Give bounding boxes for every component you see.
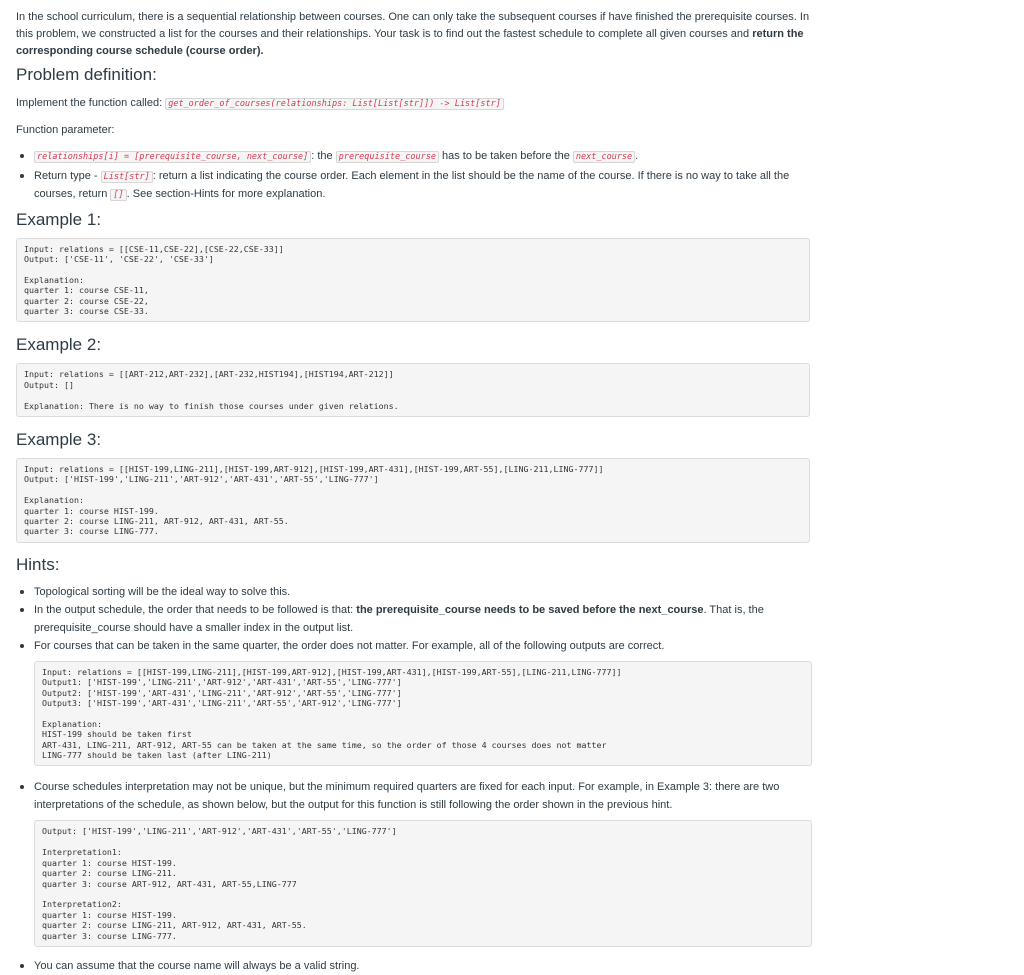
relationships-code: relationships[i] = [prerequisite_course, next_course] <box>34 151 311 163</box>
param-list <box>16 147 816 205</box>
empty-list-code: [] <box>110 189 126 201</box>
prerequisite-code: prerequisite_course <box>336 151 439 163</box>
param-item <box>34 147 816 167</box>
implement-text: Implement the function called: <box>16 97 166 109</box>
hint-item: • You can assume that the course name will always be a valid string. <box>34 957 816 975</box>
hint-text: For courses that can be taken in the same quarter, the order does not matter. For example, all of the following outputs are correct. <box>34 640 665 653</box>
hints-list <box>16 583 816 975</box>
example2-code-block: Input: relations = [[ART-212,ART-232],[ART-232,HIST194],[HIST194,ART-212]] Output: [] Explanation: There is no way to finish those courses under given relations. <box>16 363 810 417</box>
example2-heading: Example 2: <box>16 335 102 355</box>
return-text: . See section-Hints for more explanation. <box>126 188 326 200</box>
param-label: Function parameter: <box>16 124 115 136</box>
hint-text: . That is, the prerequisite_course should have a smaller index in the output list. <box>34 604 764 634</box>
example1-heading: Example 1: <box>16 209 102 229</box>
param-text: . <box>635 150 639 162</box>
return-text: Return type - <box>34 169 101 182</box>
param-text: has to be taken before the <box>438 150 573 162</box>
hint-item <box>34 637 816 766</box>
param-text: : the <box>311 150 336 162</box>
example1-code-block: Input: relations = [[CSE-11,CSE-22],[CSE-22,CSE-33]] Output: ['CSE-11', 'CSE-22', 'CSE-33'] Explanation: quarter 1: course CSE-11, quarter 2: course CSE-22, quarter 3: course CSE-33. <box>16 238 810 323</box>
intro-text: In the school curriculum, there is a sequential relationship between courses. One can only take the subsequent courses if have finished the prerequisite courses. In this problem, we constructed a list for the courses and their relationships. Your task is to find out the fastest schedule to complete all given courses and <box>16 11 810 40</box>
example3-code-block: Input: relations = [[HIST-199,LING-211],[HIST-199,ART-912],[HIST-199,ART-431],[HIST-199,ART-55],[LING-211,LING-777]] Output: ['HIST-199','LING-211','ART-912','ART-431','ART-55','LING-777'] Explanation: quarter 1: course HIST-199. quarter 2: course LING-211, ART-912, ART-431, ART-55. quarter 3: course LING-777. <box>16 458 810 543</box>
intro-paragraph <box>16 9 816 60</box>
hint-bold-text: the prerequisite_course needs to be saved before the next_course <box>356 604 704 617</box>
hint-item <box>34 778 816 946</box>
return-type-code: List[str] <box>101 171 153 183</box>
hint-text: Course schedules interpretation may not be unique, but the minimum required quarters are fixed for each input. For example, in Example 3: there are two interpretations of the schedule, as shown below, but the output for this function is still following the order shown in the previous hint. <box>34 781 780 811</box>
problem-heading: Problem definition: <box>16 65 157 84</box>
hint-item <box>34 601 816 637</box>
implement-line <box>16 95 816 113</box>
return-type-item <box>34 167 816 205</box>
example3-heading: Example 3: <box>16 429 102 449</box>
intro-bold-text: return the corresponding course schedule (course order). <box>16 28 804 57</box>
hint-item: • Topological sorting will be the ideal way to solve this. <box>34 583 816 602</box>
hints-heading: Hints: <box>16 554 60 574</box>
hint-interpretation-code-block: Output: ['HIST-199','LING-211','ART-912','ART-431','ART-55','LING-777'] Interpretation1: quarter 1: course HIST-199. quarter 2: course LING-211. quarter 3: course ART-912, ART-431, ART-55,LING-777 Interpretation2: quarter 1: course HIST-199. quarter 2: course LING-211, ART-912, ART-431, ART-55. quarter 3: course LING-777. <box>34 820 812 946</box>
return-text: : return a list indicating the course order. Each element in the list should be the name of the course. If there is no way to take all the courses, return <box>34 169 790 200</box>
next-course-code: next_course <box>573 151 635 163</box>
hint-outputs-code-block: Input: relations = [[HIST-199,LING-211],[HIST-199,ART-912],[HIST-199,ART-431],[HIST-199,ART-55],[LING-211,LING-777]] Output1: ['HIST-199','LING-211','ART-912','ART-431','ART-55','LING-777'] Output2: ['HIST-199','ART-431','LING-211','ART-912','ART-55','LING-777'] Output3: ['HIST-199','ART-431','LING-211','ART-55','ART-912','LING-777'] Explanation: HIST-199 should be taken first ART-431, LING-211, ART-912, ART-55 can be taken at the same time, so the order of those 4 courses does not matter LING-777 should be taken last (after LING-211) <box>34 661 812 767</box>
function-signature: get_order_of_courses(relationships: List[List[str]]) -> List[str] <box>165 98 504 110</box>
hint-text: In the output schedule, the order that needs to be followed is that: <box>34 604 357 617</box>
